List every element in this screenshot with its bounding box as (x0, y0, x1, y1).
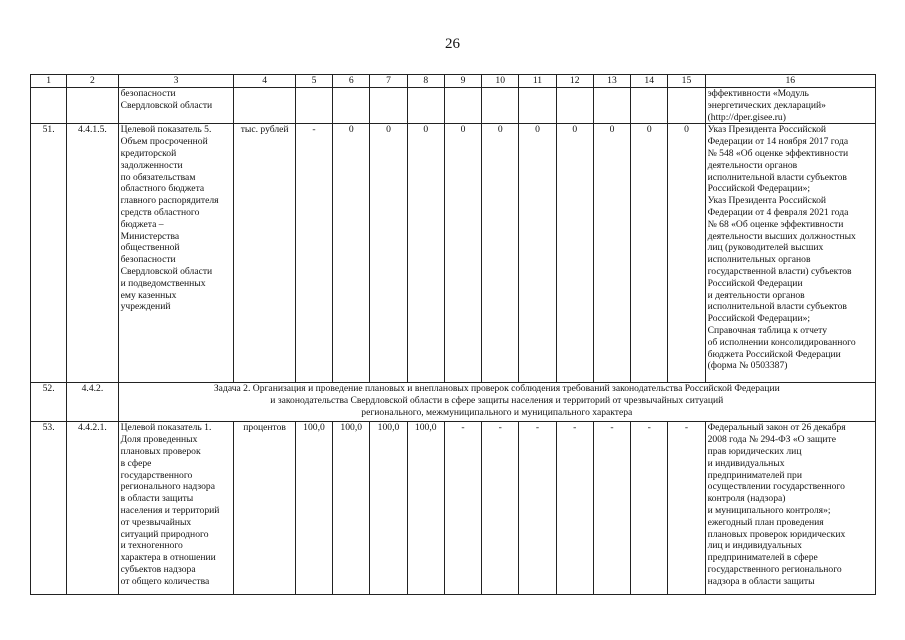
column-number: 12 (556, 75, 593, 88)
column-number: 2 (67, 75, 118, 88)
value-cell: 0 (407, 124, 444, 383)
indicator-name-cell: безопасности Свердловской области (118, 88, 234, 124)
code-cell: 4.4.1.5. (67, 124, 118, 383)
value-cell: 0 (631, 124, 668, 383)
column-number: 4 (234, 75, 295, 88)
task-heading-cell: Задача 2. Организация и проведение плановых и внеплановых проверок соблюдения требований законодательства Российской Федерации и законодательства Свердловской области в сфере защиты населения и территорий от чрезвычайных ситуаций регионального, межмуниципального и муниципального характера (118, 383, 875, 422)
table-row-indicator (31, 124, 876, 383)
page-number: 26 (445, 36, 460, 52)
indicators-table (30, 74, 876, 595)
table-row-indicator (31, 422, 876, 595)
column-number: 1 (31, 75, 67, 88)
source-cell: Федеральный закон от 26 декабря 2008 года № 294-ФЗ «О защите прав юридических лиц и индивидуальных предпринимателей при осуществлении государственного контроля (надзора) и муниципального контроля»; ежегодный план проведения плановых проверок юридических лиц и индивидуальных предпринимателей в сфере государственного регионального надзора в области защиты (705, 422, 875, 595)
indicator-name-cell: Целевой показатель 1. Доля проведенных плановых проверок в сфере государственного регионального надзора в области защиты населения и территорий от чрезвычайных ситуаций природного и техногенного характера в отношении субъектов надзора от общего количества (118, 422, 234, 595)
column-number: 11 (519, 75, 556, 88)
value-cell: 0 (333, 124, 370, 383)
value-cell: 0 (593, 124, 630, 383)
column-number: 8 (407, 75, 444, 88)
row-number-cell: 53. (31, 422, 67, 595)
column-number: 16 (705, 75, 875, 88)
column-number: 6 (333, 75, 370, 88)
code-cell: 4.4.2. (67, 383, 118, 422)
column-number: 13 (593, 75, 630, 88)
value-cell: 100,0 (370, 422, 407, 595)
value-cell: - (444, 422, 481, 595)
column-number: 5 (295, 75, 332, 88)
value-cell: - (519, 422, 556, 595)
source-cell: эффективности «Модуль энергетических деклараций» (http://dper.gisee.ru) (705, 88, 875, 124)
row-number-cell: 52. (31, 383, 67, 422)
column-number: 9 (444, 75, 481, 88)
column-number: 7 (370, 75, 407, 88)
value-cell: - (631, 422, 668, 595)
value-cell: 0 (519, 124, 556, 383)
value-cell: 100,0 (333, 422, 370, 595)
row-number-cell: 51. (31, 124, 67, 383)
column-number: 15 (668, 75, 705, 88)
value-cell: 0 (482, 124, 519, 383)
unit-cell: тыс. рублей (234, 124, 295, 383)
value-cell: 0 (370, 124, 407, 383)
value-cell: 0 (668, 124, 705, 383)
value-cell: - (593, 422, 630, 595)
table-row-continuation (31, 88, 876, 124)
column-number: 10 (482, 75, 519, 88)
unit-cell: процентов (234, 422, 295, 595)
value-cell: - (482, 422, 519, 595)
value-cell: 0 (444, 124, 481, 383)
column-number-row (31, 75, 876, 88)
column-number: 14 (631, 75, 668, 88)
source-cell: Указ Президента Российской Федерации от 14 ноября 2017 года № 548 «Об оценке эффективности деятельности органов исполнительной власти субъектов Российской Федерации»; Указ Президента Российской Федерации от 4 февраля 2021 года № 68 «Об оценке эффективности деятельности высших должностных лиц (руководителей высших исполнительных органов государственной власти) субъектов Российской Федерации и деятельности органов исполнительной власти субъектов Российской Федерации»; Справочная таблица к отчету об исполнении консолидированного бюджета Российской Федерации (форма № 0503387) (705, 124, 875, 383)
code-cell: 4.4.2.1. (67, 422, 118, 595)
value-cell: 100,0 (295, 422, 332, 595)
column-number: 3 (118, 75, 234, 88)
value-cell: 0 (556, 124, 593, 383)
value-cell: - (295, 124, 332, 383)
value-cell: - (668, 422, 705, 595)
table-row-task (31, 383, 876, 422)
value-cell: 100,0 (407, 422, 444, 595)
indicator-name-cell: Целевой показатель 5. Объем просроченной кредиторской задолженности по обязательствам областного бюджета главного распорядителя средств областного бюджета – Министерства общественной безопасности Свердловской области и подведомственных ему казенных учреждений (118, 124, 234, 383)
value-cell: - (556, 422, 593, 595)
